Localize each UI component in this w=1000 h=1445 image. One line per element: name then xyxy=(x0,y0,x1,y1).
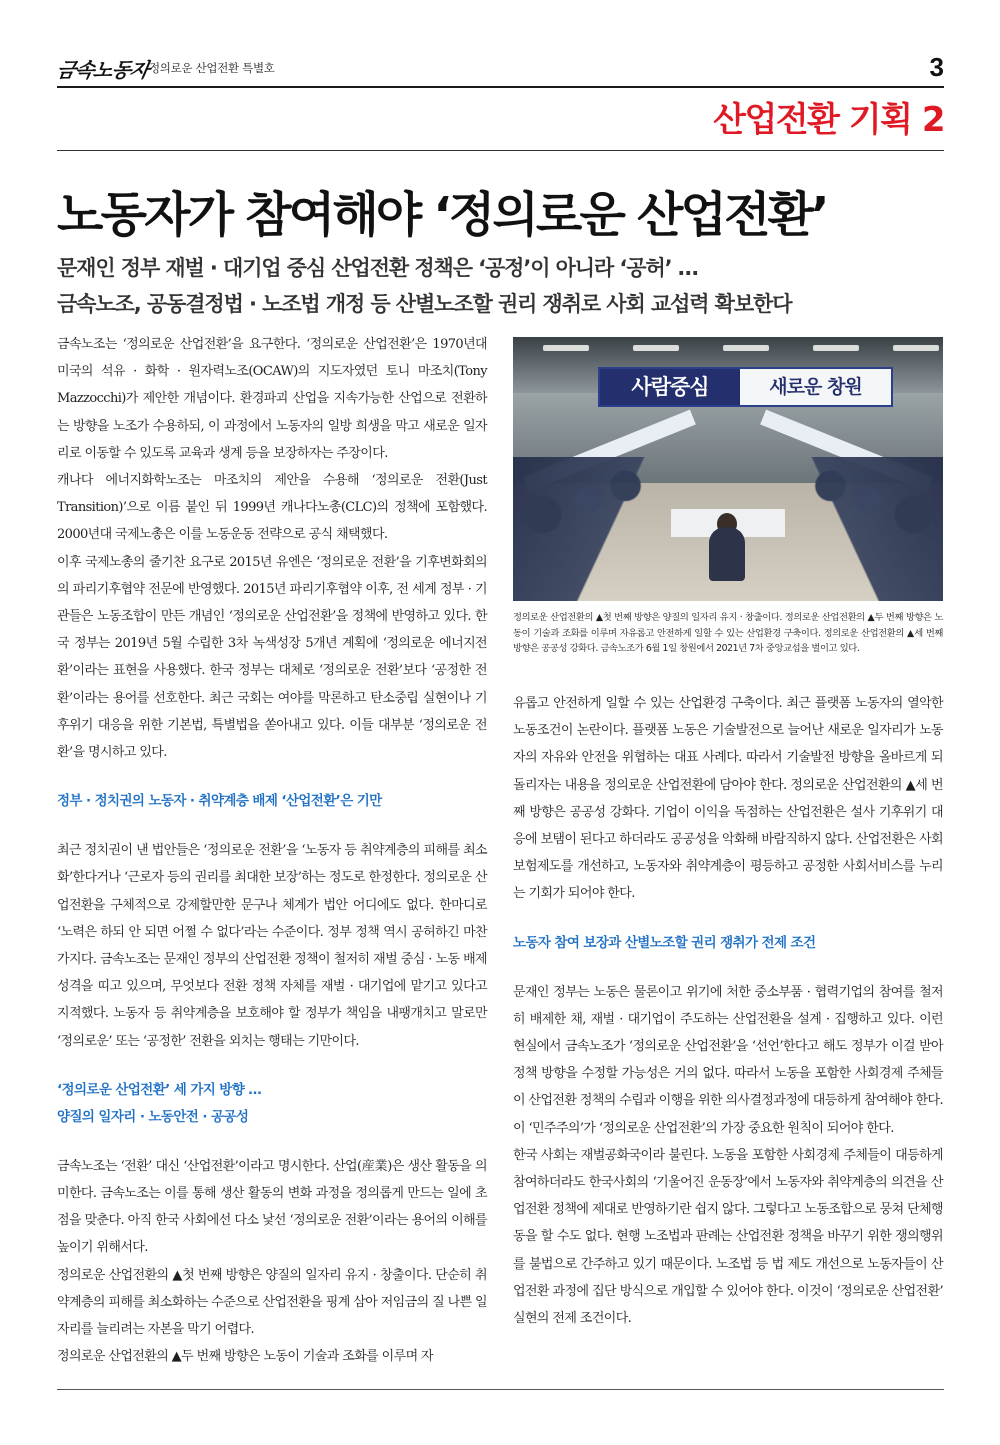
top-divider xyxy=(57,86,944,88)
body-paragraph: 유롭고 안전하게 일할 수 있는 산업환경 구축이다. 최근 플랫폼 노동자의 열악한 노동조건이 논란이다. 플랫폼 노동은 기술발전으로 늘어난 새로운 일자리가 노동자의 자유와 안전을 위협하는 대표 사례다. 따라서 기술발전 방향을 올바르게 되돌리자는 내용을 정의로운 산업전환에 담아야 한다. 정의로운 산업전환의 ▲세 번째 방향은 공공성 강화다. 기업이 이익을 독점하는 산업전환은 설사 기후위기 대응에 보탬이 된다고 하더라도 공공성을 악화해 바람직하지 않다. 산업전환은 사회보험제도를 개선하고, 노동자와 취약계층이 평등하고 공정한 사회서비스를 누리는 기회가 되어야 한다. xyxy=(513,696,943,902)
section-heading-1: 정부 · 정치권의 노동자 · 취약계층 배제 ‘산업전환’은 기만 xyxy=(57,793,382,810)
photo-attendees-right xyxy=(793,457,943,601)
photo-banner xyxy=(598,367,893,407)
photo-speaker xyxy=(709,527,745,581)
masthead xyxy=(54,52,944,88)
body-paragraph: 문재인 정부는 노동은 물론이고 위기에 처한 중소부품 · 협력기업의 참여를 철저히 배제한 채, 재벌 · 대기업이 주도하는 산업전환을 설계 · 집행하고 있다. 이런 현실에서 금속노조가 ‘정의로운 산업전환’을 ‘선언’한다고 해도 정부가 이걸 받아 정책 방향을 수정할 가능성은 거의 없다. 따라서 노동을 포함한 사회경제 주체들이 산업전환 정책의 수립과 이행을 위한 의사결정과정에 대등하게 참여해야 한다. 이 ‘민주주의’가 ‘정의로운 산업전환’의 가장 중요한 원칙이 되어야 한다. xyxy=(513,984,943,1136)
section-heading-2-line-2: 양질의 일자리 · 노동안전 · 공공성 xyxy=(57,1108,249,1125)
banner-right-text: 새로운 창원 xyxy=(769,376,862,398)
section-tag: 산업전환 기획 2 xyxy=(713,100,944,140)
body-paragraph: 금속노조는 ‘정의로운 산업전환’을 요구한다. ‘정의로운 산업전환’은 1970년대 미국의 석유 · 화학 · 원자력노조(OCAW)의 지도자였던 토니 마조치(Tony Mazzocchi)가 제안한 개념이다. 환경파괴 산업을 지속가능한 산업으로 전환하는 방향을 노조가 수용하되, 이 과정에서 노동자의 일방 희생을 막고 새로운 일자리로 이동할 수 있도록 교육과 생계 등을 보장하자는 주장이다. xyxy=(57,337,487,461)
issue-subtitle: 정의로운 산업전환 특별호 xyxy=(149,61,275,75)
left-column xyxy=(57,331,487,1371)
meeting-photo xyxy=(513,337,943,601)
body-paragraph: 정의로운 산업전환의 ▲첫 번째 방향은 양질의 일자리 유지 · 창출이다. 단순히 취약계층의 피해를 최소화하는 수준으로 산업전환을 핑계 삼아 저임금의 질 나쁜 일자리를 늘리려는 자본을 막기 어렵다. xyxy=(57,1267,487,1338)
body-paragraph: 한국 사회는 재벌공화국이라 불린다. 노동을 포함한 사회경제 주체들이 대등하게 참여하더라도 한국사회의 ‘기울어진 운동장’에서 노동자와 취약계층의 의견을 산업전환 정책에 제대로 반영하기란 쉽지 않다. 그렇다고 노동조합으로 뭉쳐 단체행동을 할 수도 없다. 현행 노조법과 판례는 산업전환 정책을 바꾸기 위한 쟁의행위를 불법으로 간주하고 있기 때문이다. 노조법 등 법 제도 개선으로 노동자들이 산업전환 과정에 집단 방식으로 개입할 수 있어야 한다. 이것이 ‘정의로운 산업전환’ 실현의 전제 조건이다. xyxy=(513,1147,943,1327)
body-paragraph: 캐나다 에너지화학노조는 마조치의 제안을 수용해 ‘정의로운 전환(Just Transition)’으로 이름 붙인 뒤 1999년 캐나다노총(CLC)의 정책에 포함했다. 2000년대 국제노총은 이를 노동운동 전략으로 공식 채택했다. xyxy=(57,473,487,543)
header-divider xyxy=(57,150,944,151)
right-column xyxy=(513,690,943,1332)
body-paragraph: 최근 정치권이 낸 법안들은 ‘정의로운 전환’을 ‘노동자 등 취약계층의 피해를 최소화’한다거나 ‘근로자 등의 권리를 최대한 보장’하는 정도로 한정한다. 정의로운 산업전환을 구체적으로 강제할만한 문구나 체계가 법안 어디에도 없다. 한마디로 ‘노력은 하되 안 되면 어쩔 수 없다’라는 수준이다. 정부 정책 역시 공허하긴 마찬가지다. 금속노조는 문재인 정부의 산업전환 정책이 철저히 재벌 중심 · 노동 배제 성격을 띠고 있으며, 무엇보다 전환 정책 자체를 재벌 · 대기업에 맡기고 있다고 지적했다. 노동자 등 취약계층을 보호해야 할 정부가 책임을 내팽개치고 말로만 ‘정의로운’ 또는 ‘공정한’ 전환을 외치는 행태는 기만이다. xyxy=(57,843,487,1049)
section-heading-2-line-1: ‘정의로운 산업전환’ 세 가지 방향 … xyxy=(57,1081,262,1098)
article-subhead-1: 문재인 정부 재벌 · 대기업 중심 산업전환 정책은 ‘공정’이 아니라 ‘공허’ … xyxy=(57,256,698,280)
photo-attendees-left xyxy=(513,457,663,601)
banner-left-text: 사람중심 xyxy=(600,369,740,405)
article-subhead-2: 금속노조, 공동결정법 · 노조법 개정 등 산별노조할 권리 쟁취로 사회 교섭력 확보한다 xyxy=(57,292,792,316)
body-paragraph: 이후 국제노총의 줄기찬 요구로 2015년 유엔은 ‘정의로운 전환’을 기후변화회의의 파리기후협약 전문에 반영했다. 2015년 파리기후협약 이후, 전 세계 정부 · 기관들은 노동조합이 만든 개념인 ‘정의로운 산업전환’을 정책에 반영하고 있다. 한국 정부는 2019년 5월 수립한 3차 녹색성장 5개년 계획에 ‘정의로운 에너지전환’이라는 표현을 사용했다. 한국 정부는 대체로 ‘정의로운 전환’보다 ‘공정한 전환’이라는 용어를 선호한다. 최근 국회는 여야를 막론하고 탄소중립 실현이나 기후위기 대응을 위한 기본법, 특별법을 쏟아내고 있다. 이들 대부분 ‘정의로운 전환’을 명시하고 있다. xyxy=(57,554,487,761)
body-paragraph: 금속노조는 ‘전환’ 대신 ‘산업전환’이라고 명시한다. 산업(産業)은 생산 활동을 의미한다. 금속노조는 이를 통해 생산 활동의 변화 과정을 정의롭게 만드는 일에 초점을 맞춘다. 아직 한국 사회에선 다소 낯선 ‘정의로운 전환’이라는 용어의 이해를 높이기 위해서다. xyxy=(57,1158,487,1256)
article-headline: 노동자가 참여해야 ‘정의로운 산업전환’ xyxy=(57,187,827,243)
bottom-divider xyxy=(57,1389,944,1390)
photo-caption: 정의로운 산업전환의 ▲첫 번째 방향은 양질의 일자리 유지 · 창출이다. 정의로운 산업전환의 ▲두 번째 방향은 노동이 기술과 조화를 이루며 자유롭고 안전하게 일할 수 있는 산업환경 구축이다. 정의로운 산업전환의 ▲세 번째 방향은 공공성 강화다. 금속노조가 6월 1일 창원에서 2021년 7차 중앙교섭을 벌이고 있다. xyxy=(513,612,943,654)
body-paragraph: 정의로운 산업전환의 ▲두 번째 방향은 노동이 기술과 조화를 이루며 자 xyxy=(57,1349,434,1365)
publication-logo: 금속노동자 xyxy=(54,58,151,82)
section-heading-3: 노동자 참여 보장과 산별노조할 권리 쟁취가 전제 조건 xyxy=(513,934,816,951)
page-number: 3 xyxy=(929,52,944,82)
